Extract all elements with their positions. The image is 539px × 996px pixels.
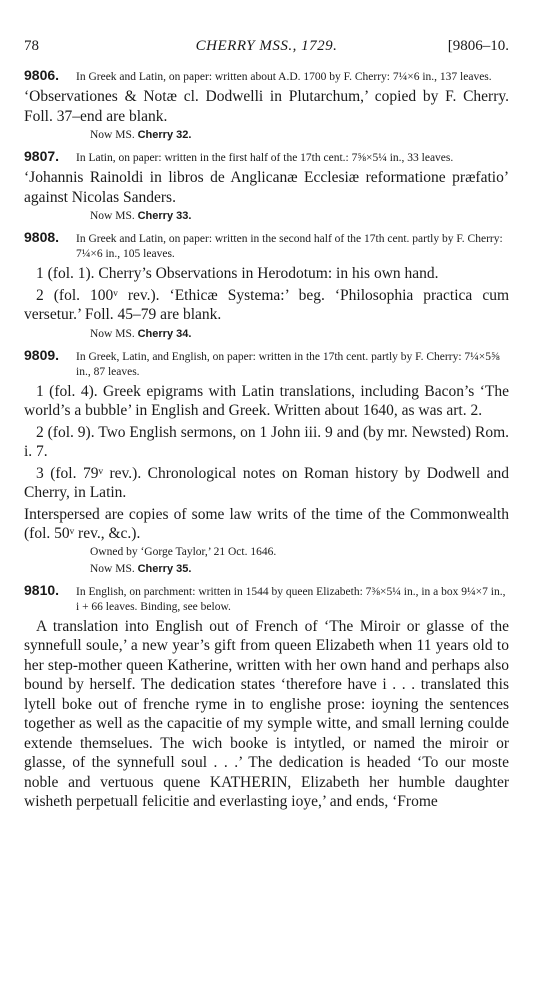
entry-paragraph: 1 (fol. 1). Cherry’s Observations in Herodotum: in his own hand. — [36, 265, 439, 282]
entry-number: 9807. — [24, 148, 60, 164]
entry-description — [24, 149, 509, 166]
entry-description — [24, 68, 509, 85]
page-number: 78 — [24, 38, 39, 54]
catalogue-body — [24, 62, 509, 817]
entry-range: [9806–10. — [447, 38, 509, 54]
catalogue-entry — [24, 68, 509, 143]
entry-description — [24, 230, 509, 262]
entry-paragraph: A translation into English out of French of ‘The Miroir or glasse of the synnefull soule,’ a new year’s gift from queen Elizabeth when 11 years old to her step-mother queen Katherine, written with her own hand and perhaps also bound by herself. The dedication states ‘therefore have i . . . translated this lytell boke out of frenche ryme in to englishe prose: ioyning the sentences together as well as the capacitie of my symple witte, and small lerning coulde extende themselues. The wich booke is intytled, or named the miroir or glasse, of the synnefull soul . . .’ The dedication is headed ‘To our moste noble and vertuous quene KATHERIN, Elizabeth her humble daughter wisheth perpetuall felicitie and everlasting ioye,’ and ends, ‘Frome — [24, 617, 509, 810]
entry-paragraph: Interspersed are copies of some law writs of the time of the Commonwealth (fol. 50ᵛ rev., &c.). — [24, 505, 509, 542]
entry-paragraph: ‘Observationes & Notæ cl. Dodwelli in Plutarchum,’ copied by F. Cherry. Foll. 37–end are blank. — [24, 88, 509, 125]
shelf-mark — [24, 128, 509, 143]
shelf-prefix: Now MS. — [90, 129, 135, 141]
shelf-prefix: Now MS. — [90, 327, 135, 340]
entry-meta: In Latin, on paper: written in the first half of the 17th cent.: 7⅝×5¼ in., 33 leaves. — [76, 152, 454, 164]
entry-paragraph: 3 (fol. 79ᵛ rev.). Chronological notes on Roman history by Dodwell and Cherry, in Latin. — [24, 464, 509, 501]
entry-paragraph: ‘Johannis Rainoldi in libros de Anglicanæ Ecclesiæ reformatione præfatio’ against Nicolas Sanders. — [24, 169, 509, 206]
shelf-number: Cherry 33. — [137, 210, 192, 222]
shelf-mark — [24, 327, 509, 342]
entry-meta: In Greek and Latin, on paper: written about A.D. 1700 by F. Cherry: 7¼×6 in., 137 leaves. — [76, 71, 492, 83]
entry-paragraph: 2 (fol. 9). Two English sermons, on 1 John iii. 9 and (by mr. Newsted) Rom. i. 7. — [24, 423, 509, 460]
shelf-number: Cherry 32. — [137, 129, 192, 141]
shelf-mark — [24, 209, 509, 224]
catalogue-entry — [24, 149, 509, 224]
entry-description — [24, 583, 509, 615]
running-header — [24, 34, 509, 58]
entry-meta: In Greek and Latin, on paper: written in the second half of the 17th cent. partly by F. Cherry: 7¼×6 in., 105 leaves. — [76, 233, 503, 260]
catalogue-entry — [24, 230, 509, 342]
shelf-number: Cherry 35. — [137, 562, 192, 575]
entry-number: 9810. — [24, 581, 60, 598]
shelf-prefix: Now MS. — [90, 562, 135, 575]
ownership-note: Owned by ‘Gorge Taylor,’ 21 Oct. 1646. — [90, 545, 277, 558]
entry-paragraph: 2 (fol. 100ᵛ rev.). ‘Ethicæ Systema:’ beg. ‘Philosophia practica cum versetur.’ Foll. 45–79 are blank. — [24, 286, 509, 323]
shelf-prefix: Now MS. — [90, 210, 135, 222]
entry-description — [24, 348, 509, 380]
catalogue-entry — [24, 583, 509, 812]
entry-number: 9809. — [24, 346, 60, 363]
entry-meta: In English, on parchment: written in 1544 by queen Elizabeth: 7⅜×5¼ in., in a box 9¼×7 in., i + 66 leaves. Binding, see below. — [76, 585, 506, 613]
entry-meta: In Greek, Latin, and English, on paper: written in the 17th cent. partly by F. Cherry: 7¼×5⅝ in., 87 leaves. — [76, 350, 500, 378]
entry-paragraph: 1 (fol. 4). Greek epigrams with Latin translations, including Bacon’s ‘The world’s a bubble’ in English and Greek. Written about 1640, as was art. 2. — [24, 382, 509, 419]
running-title: CHERRY MSS., 1729. — [195, 38, 338, 54]
entry-number: 9808. — [24, 229, 60, 245]
catalogue-entry — [24, 348, 509, 577]
shelf-mark — [24, 562, 509, 577]
entry-number: 9806. — [24, 67, 60, 83]
shelf-number: Cherry 34. — [137, 327, 192, 340]
